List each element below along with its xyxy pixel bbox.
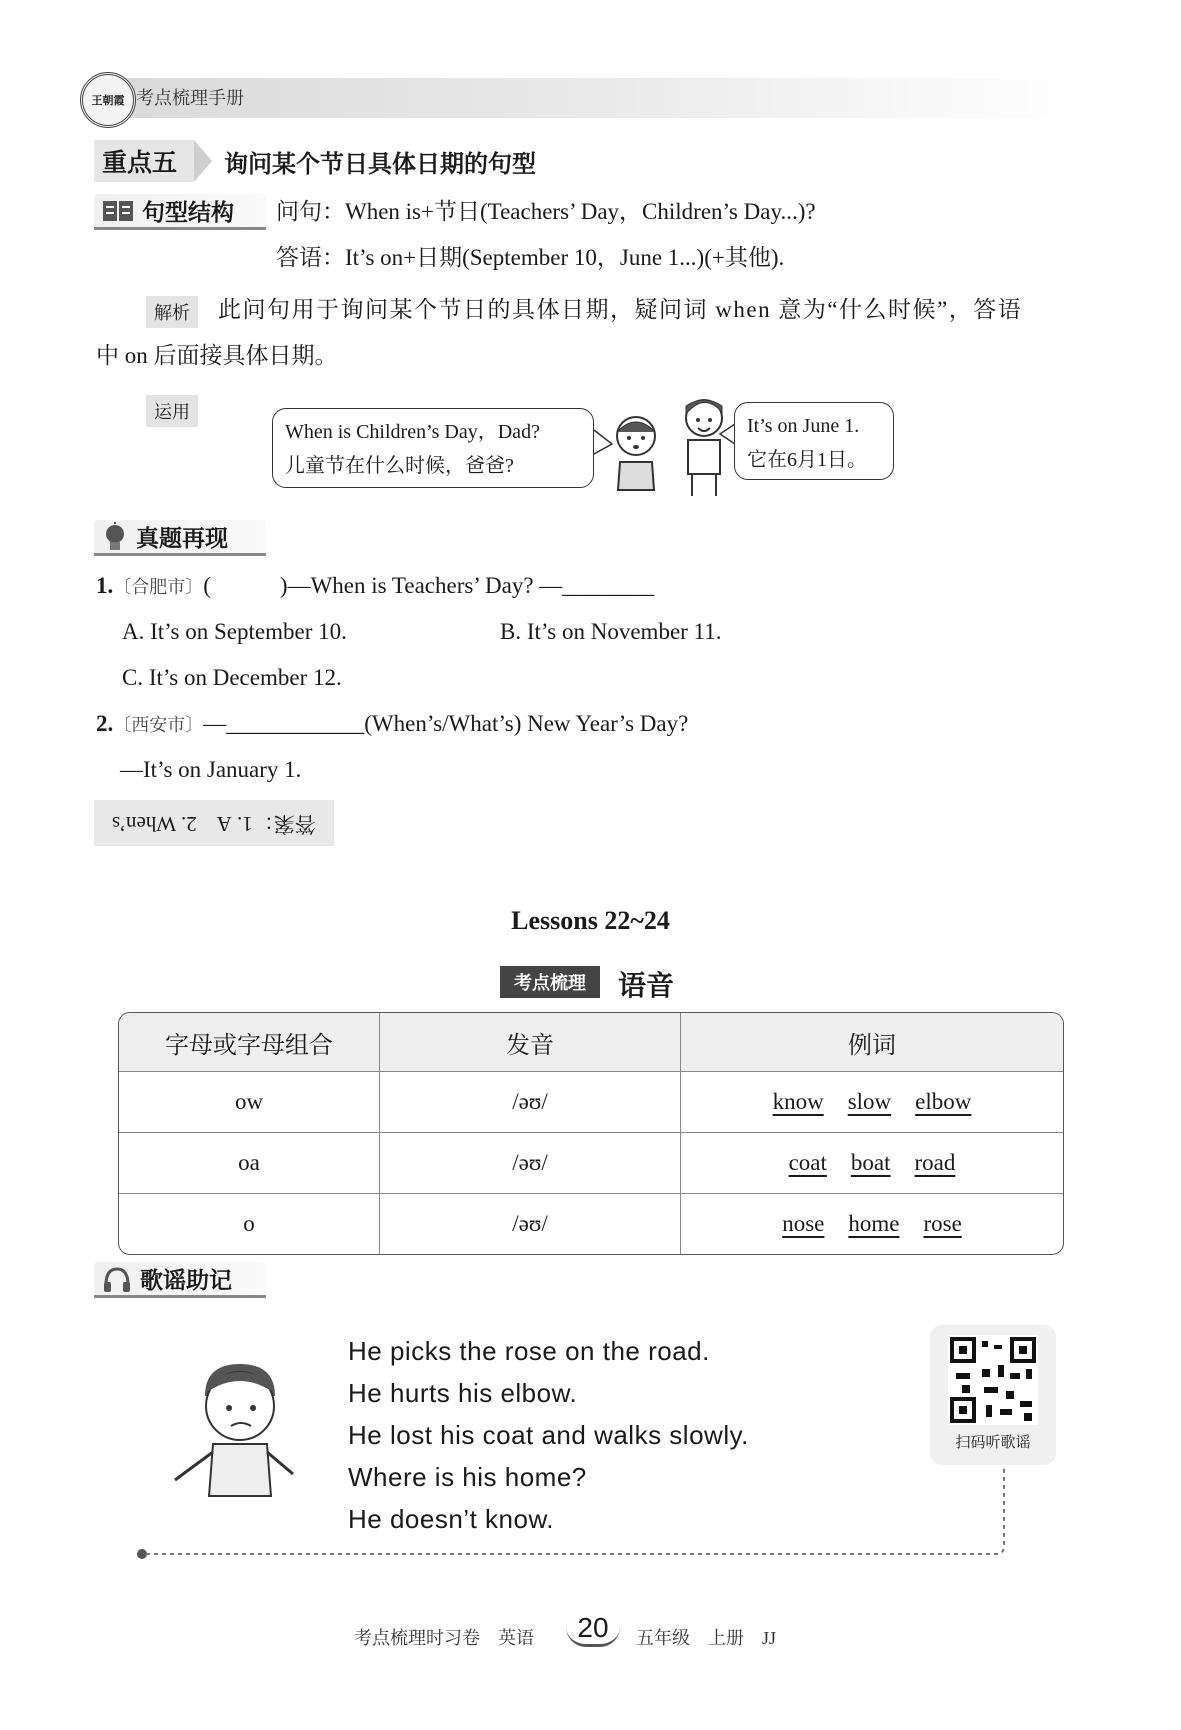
example-word: home <box>848 1211 900 1236</box>
headphones-icon <box>102 1265 132 1293</box>
rhyme-line: He lost his coat and walks slowly. <box>348 1420 749 1450</box>
chevron-right-icon <box>194 140 212 182</box>
answer-key-box <box>94 800 334 846</box>
cell-words <box>681 1072 1063 1133</box>
example-word: rose <box>923 1211 962 1236</box>
option-b[interactable]: B. It’s on November 11. <box>500 619 722 644</box>
rhyme-line: He picks the rose on the road. <box>348 1336 710 1366</box>
cell-letters: ow <box>119 1072 380 1133</box>
cell-letters: o <box>119 1194 380 1254</box>
cell-letters: oa <box>119 1133 380 1194</box>
option-a[interactable]: A. It’s on September 10. <box>122 619 347 644</box>
section-subtitle: 语音 <box>618 970 675 1001</box>
lightbulb-icon <box>102 522 128 552</box>
speech-bubble-child <box>272 408 594 488</box>
question-2-text: (When’s/What’s) New Year’s Day? <box>364 711 689 736</box>
table-row <box>119 1194 1063 1254</box>
rhyme-line: Where is his home? <box>348 1462 587 1492</box>
example-word: elbow <box>915 1089 972 1114</box>
answer-key-upside-down: 答案：1. A 2. When’s <box>112 811 316 836</box>
phonics-table <box>118 1012 1064 1255</box>
question-1-text: —When is Teachers’ Day? — <box>287 573 563 598</box>
section-tag: 考点梳理 <box>500 966 600 998</box>
question-2-source: 〔西安市〕 <box>113 715 204 735</box>
example-word: nose <box>782 1211 825 1236</box>
question-2-number: 2. <box>96 711 114 736</box>
dotted-connector <box>136 1462 1016 1562</box>
keypoint-title: 询问某个节日具体日期的句型 <box>224 151 536 178</box>
header-sound: 发音 <box>380 1013 681 1072</box>
analysis-tag: 解析 <box>146 296 198 328</box>
rhyme-line: He doesn’t know. <box>348 1504 555 1534</box>
question-1-answer-blank[interactable]: ( ) <box>203 573 288 598</box>
example-word: know <box>772 1089 824 1114</box>
analysis-line-2: 中 on 后面接具体日期。 <box>96 343 338 368</box>
header-examples: 例词 <box>681 1013 1063 1072</box>
qr-code-icon[interactable] <box>948 1335 1038 1425</box>
qr-label: 扫码听歌谣 <box>955 1434 1031 1451</box>
header-letters: 字母或字母组合 <box>119 1013 380 1072</box>
rhyme-tag-label: 歌谣助记 <box>140 1267 232 1293</box>
question-1-response-blank[interactable]: ________ <box>562 573 655 598</box>
example-word: coat <box>788 1150 827 1175</box>
table-row <box>119 1072 1063 1133</box>
cell-words <box>681 1133 1063 1194</box>
table-header-row <box>119 1013 1063 1072</box>
rhyme-line: He hurts his elbow. <box>348 1378 578 1408</box>
table-row <box>119 1133 1063 1194</box>
child-illustration <box>606 412 666 498</box>
option-c[interactable]: C. It’s on December 12. <box>122 665 342 690</box>
rhyme-tag <box>94 1262 266 1298</box>
footer-left: 考点梳理时习卷 英语 <box>354 1628 534 1648</box>
qr-card[interactable] <box>930 1325 1056 1465</box>
question-2-blank[interactable]: ____________ <box>226 711 365 736</box>
example-word: boat <box>850 1150 891 1175</box>
question-1-source: 〔合肥市〕 <box>113 577 204 597</box>
analysis-line-1: 此问句用于询问某个节日的具体日期，疑问词 when 意为“什么时候”，答语 <box>218 297 1023 322</box>
cell-sound: /əʊ/ <box>380 1133 681 1194</box>
page-number: 20 <box>566 1612 620 1647</box>
bubble-dad-english: It’s on June 1. <box>747 415 860 437</box>
question-2-dash: — <box>203 711 227 736</box>
brand-logo <box>80 72 136 128</box>
exam-tag-label: 真题再现 <box>136 525 228 551</box>
bubble-child-chinese: 儿童节在什么时候，爸爸? <box>285 455 514 477</box>
cell-words <box>681 1194 1063 1254</box>
cell-sound: /əʊ/ <box>380 1194 681 1254</box>
logo-text: 王朝霞 <box>91 95 125 107</box>
footer-right: 五年级 上册 JJ <box>636 1628 777 1648</box>
bubble-dad-chinese: 它在6月1日。 <box>747 449 867 471</box>
question-2-reply: —It’s on January 1. <box>120 757 302 782</box>
lesson-title: Lessons 22~24 <box>511 906 670 935</box>
speech-bubble-dad <box>734 402 894 480</box>
cell-sound: /əʊ/ <box>380 1072 681 1133</box>
example-word: slow <box>847 1089 892 1114</box>
answer-pattern: 答语：It’s on+日期(September 10，June 1...)(+其他). <box>276 245 785 270</box>
example-word: road <box>914 1150 956 1175</box>
question-pattern: 问句：When is+节日(Teachers’ Day，Children’s Day...)? <box>276 199 816 224</box>
book-icon <box>102 199 134 223</box>
structure-tag <box>94 194 266 230</box>
usage-tag: 运用 <box>146 395 198 427</box>
question-1-number: 1. <box>96 573 114 598</box>
exam-tag <box>94 520 266 556</box>
question-2 <box>96 712 688 735</box>
handbook-title: 考点梳理手册 <box>136 88 244 108</box>
keypoint-tag: 重点五 <box>94 140 194 182</box>
bubble-child-english: When is Children’s Day，Dad? <box>285 421 540 443</box>
structure-tag-label: 句型结构 <box>142 199 234 225</box>
question-1 <box>96 574 654 597</box>
